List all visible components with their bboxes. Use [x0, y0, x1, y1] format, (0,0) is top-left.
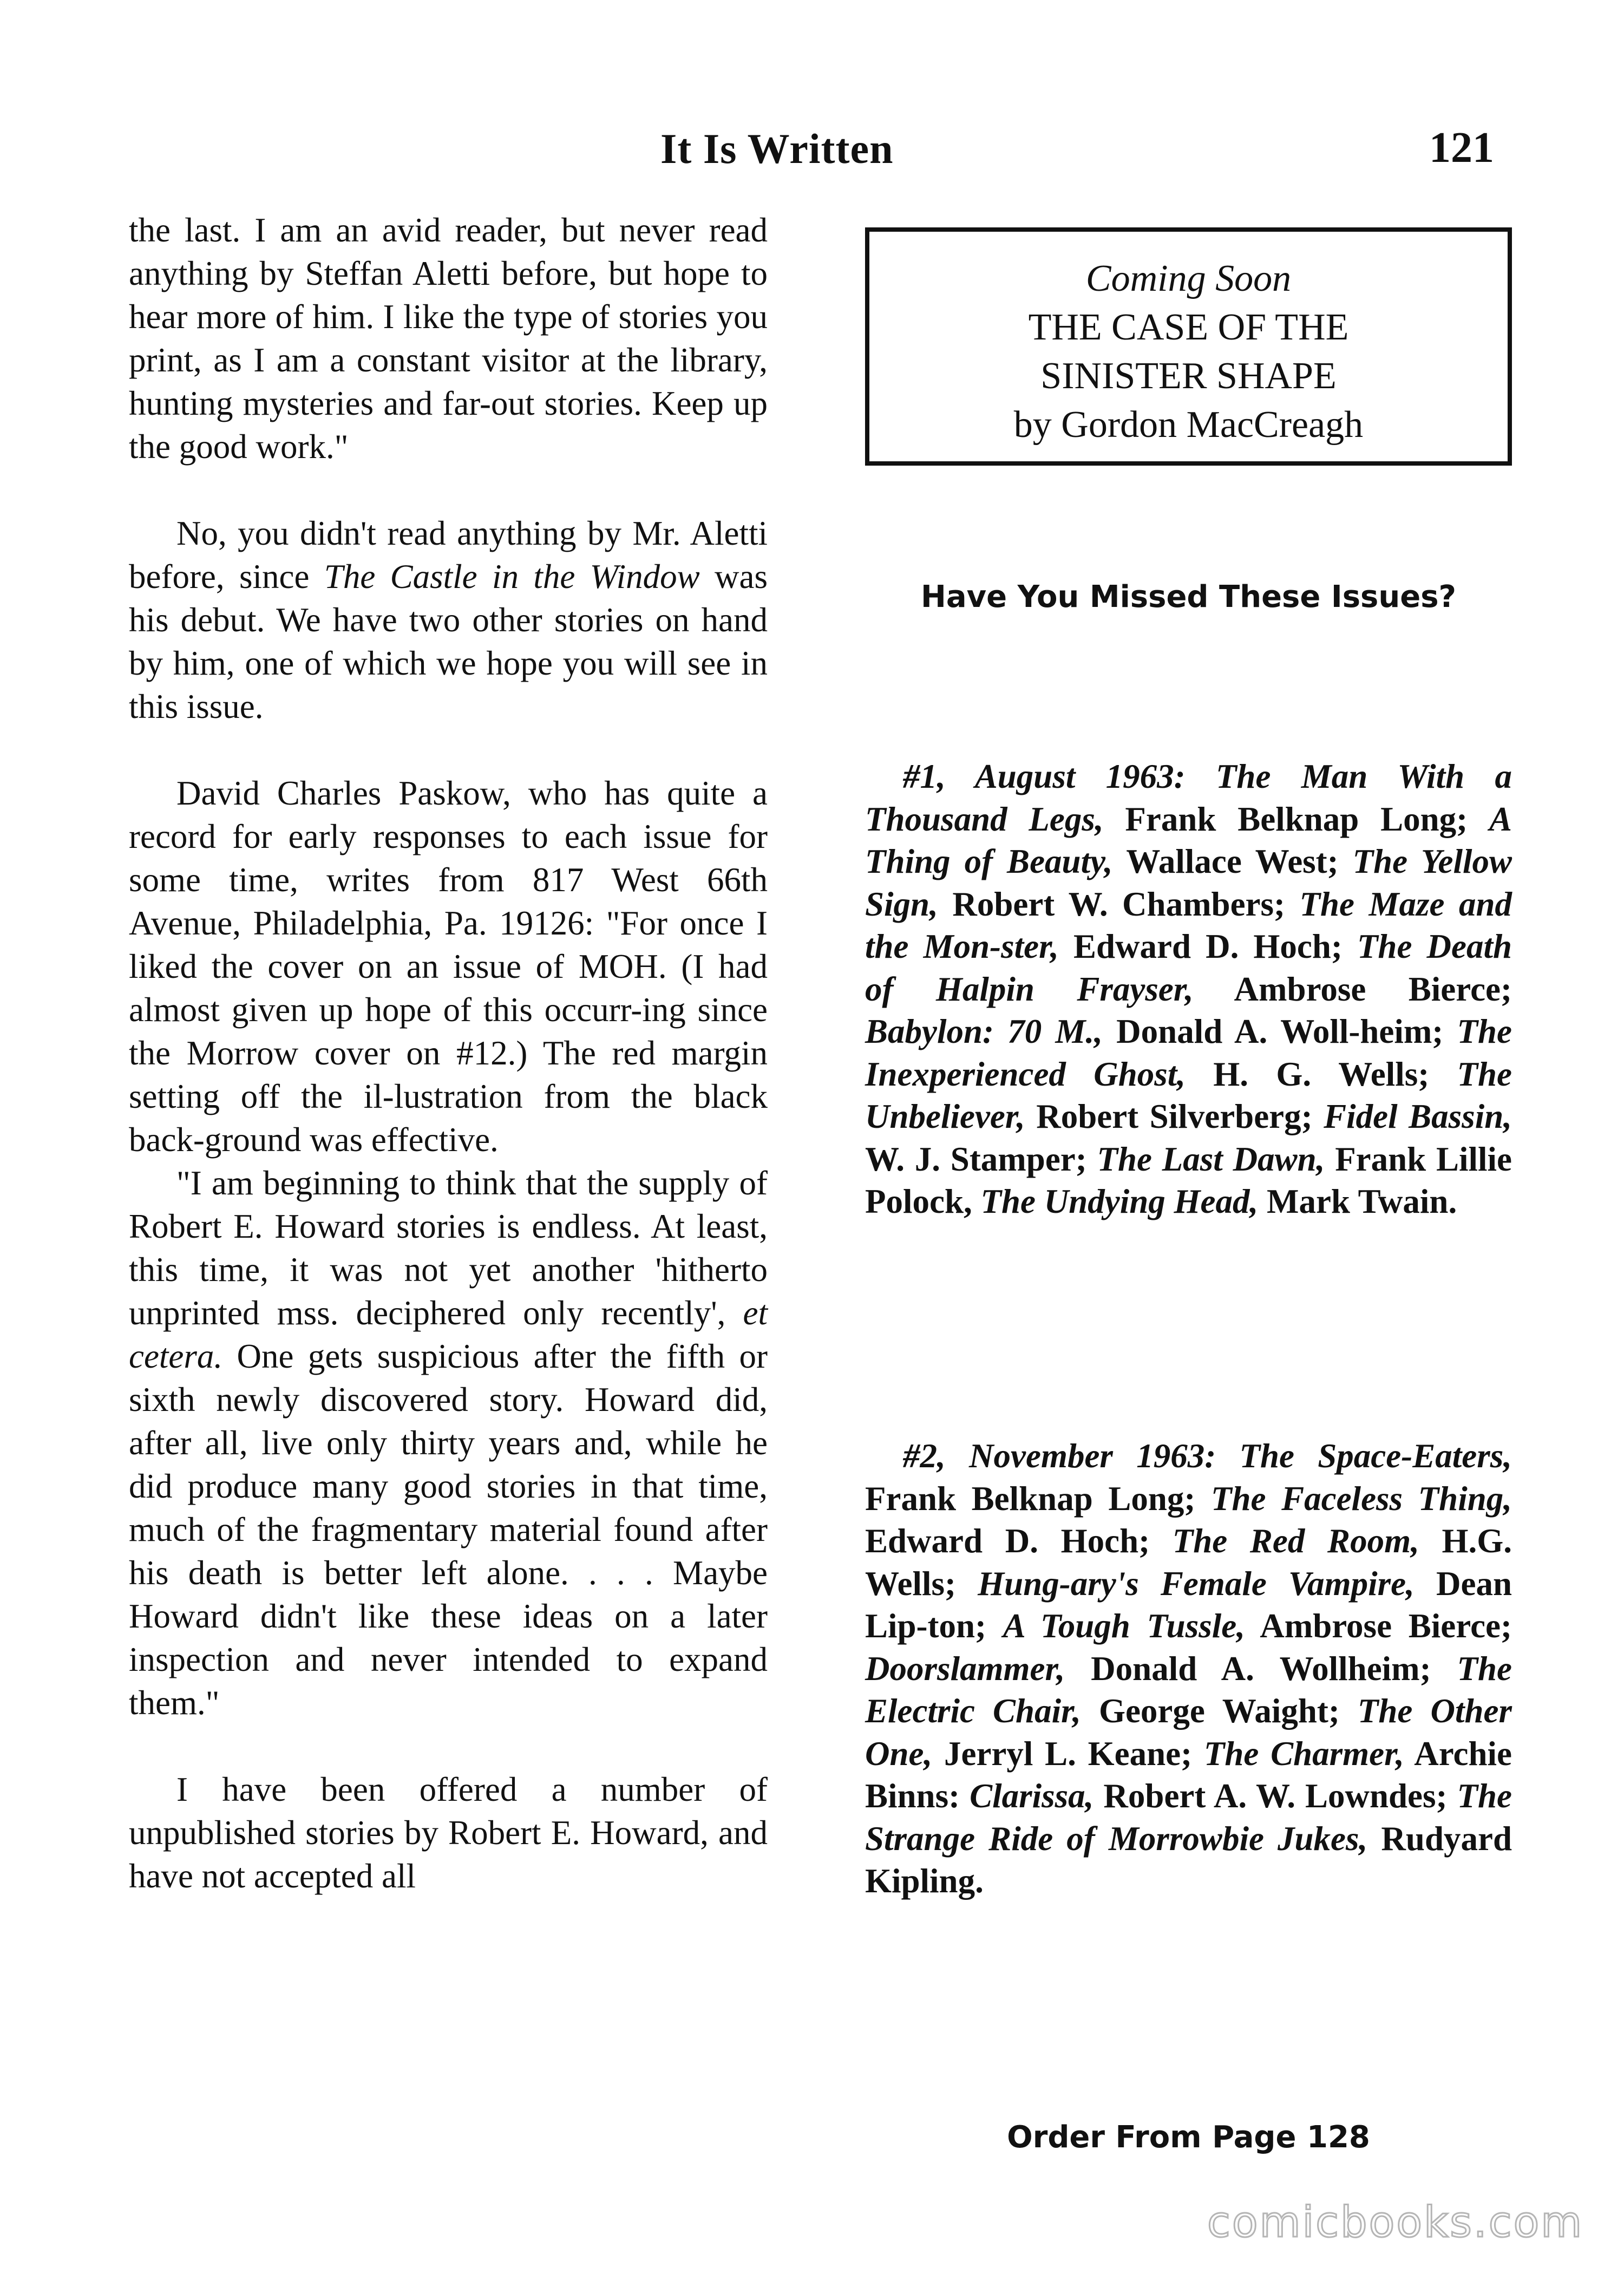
author-name: Robert Silverberg;: [1025, 1097, 1324, 1135]
author-name: Robert A. W. Lowndes;: [1093, 1777, 1457, 1815]
author-name: W. J. Stamper;: [865, 1140, 1097, 1178]
watermark: comicbooks.com: [1207, 2198, 1584, 2247]
author-name: Wallace West;: [1112, 842, 1353, 880]
author-name: Edward D. Hoch;: [1058, 927, 1357, 965]
author-name: Edward D. Hoch;: [865, 1522, 1173, 1560]
author-name: Mark Twain.: [1258, 1182, 1457, 1220]
author-name: Frank Belknap Long;: [1103, 800, 1489, 838]
editor-reply-paragraph: [129, 512, 768, 728]
page-number: 121: [1429, 124, 1494, 172]
reply-text: was his debut. We have two other stories on hand by him, one of which we hope you will see in this issue.: [129, 558, 768, 726]
story-title: A Tough Tussle,: [1003, 1607, 1245, 1645]
order-from-page: Order From Page 128: [1007, 2120, 1370, 2155]
author-name: Donald A. Woll-heim;: [1102, 1012, 1457, 1050]
coming-soon-title-line: SINISTER SHAPE: [1040, 355, 1337, 397]
story-title: The Red Room,: [1172, 1522, 1419, 1560]
issue-1-listing: [865, 755, 1512, 1223]
story-title: The Electric Chair,: [865, 1649, 1512, 1730]
letters-column: [129, 208, 768, 1898]
story-title: The Undying Head,: [980, 1182, 1259, 1220]
story-title: Fidel Bassin,: [1324, 1097, 1512, 1135]
story-title: The Unbeliever,: [865, 1055, 1512, 1135]
author-name: Frank Lillie Polock,: [865, 1140, 1512, 1220]
story-title: A Thing of Beauty,: [865, 800, 1512, 880]
author-name: H.G. Wells;: [865, 1522, 1512, 1603]
story-title: Doorslammer,: [865, 1649, 1065, 1688]
author-name: Dean Lip-ton;: [865, 1564, 1512, 1645]
author-name: Frank Belknap Long;: [865, 1479, 1212, 1518]
story-title: Babylon: 70 M.,: [865, 1012, 1103, 1050]
story-title: Hung-ary's Female Vampire,: [978, 1564, 1415, 1603]
story-title: The Maze and the Mon-ster,: [865, 885, 1512, 965]
editor-reply-paragraph: I have been offered a number of unpublished stories by Robert E. Howard, and have not accepted all: [129, 1770, 768, 1895]
story-title: The Faceless Thing,: [1211, 1479, 1512, 1518]
author-name: Donald A. Wollheim;: [1065, 1649, 1457, 1688]
author-name: Robert W. Chambers;: [938, 885, 1300, 923]
author-name: Archie Binns:: [865, 1734, 1512, 1815]
coming-soon-title-line: THE CASE OF THE: [1028, 306, 1349, 348]
story-title: The Inexperienced Ghost,: [865, 1012, 1512, 1093]
story-title: #2, November 1963: The Space-Eaters,: [903, 1437, 1512, 1475]
story-title: The Castle in the Window: [324, 558, 700, 596]
author-name: Rudyard Kipling.: [865, 1819, 1512, 1900]
story-title: The Other One,: [865, 1692, 1512, 1773]
letter-paragraph: David Charles Paskow, who has quite a record for early responses to each issue for some time, writes from 817 West 66th Avenue, Philadelphia, Pa. 19126: "For once I liked the cover on an issue of MOH. (I had almost given up hope of this occurr-ing since the Morrow cover on #12.) The red margin setting off the il-lustration from the black back-ground was effective.: [129, 774, 768, 1159]
author-name: H. G. Wells;: [1186, 1055, 1457, 1093]
letter-text: "I am beginning to think that the supply of Robert E. Howard stories is endless. At least, this time, it was not yet another 'hitherto unprinted mss. deciphered only recently',: [129, 1164, 768, 1332]
letter-text: One gets suspicious after the fifth or sixth newly discovered story. Howard did, after all, live only thirty years and, while he did produce many good stories in that time, much of the fragmentary material found after his death is better left alone. . . . Maybe Howard didn't like these ideas on a later inspection and never intended to expand them.": [129, 1337, 768, 1722]
running-header-title: It Is Written: [660, 125, 894, 172]
reply-text: No, you didn't read anything by Mr. Aletti before, since: [129, 514, 768, 596]
author-name: George Waight;: [1081, 1692, 1358, 1730]
story-title: The Death of Halpin Frayser,: [865, 927, 1512, 1008]
story-title: Clarissa,: [970, 1777, 1094, 1815]
issue-2-listing: [865, 1435, 1512, 1903]
coming-soon-box: [865, 227, 1512, 466]
missed-issues-heading: Have You Missed These Issues?: [920, 579, 1457, 615]
story-title: The Yellow Sign,: [865, 842, 1512, 923]
story-title: #1, August 1963: The Man With a Thousand Legs,: [865, 757, 1512, 838]
story-title: The Last Dawn,: [1097, 1140, 1325, 1178]
author-name: Jerryl L. Keane;: [932, 1734, 1204, 1773]
story-title: The Charmer,: [1203, 1734, 1404, 1773]
story-title: The Strange Ride of Morrowbie Jukes,: [865, 1777, 1512, 1858]
coming-soon-byline: by Gordon MacCreagh: [1013, 404, 1364, 446]
letter-paragraph: the last. I am an avid reader, but never read anything by Steffan Aletti before, but hope to hear more of him. I like the type of stories you print, as I am a constant visitor at the library, hunting mysteries and far-out stories. Keep up the good work.": [129, 211, 768, 466]
coming-soon-label: Coming Soon: [1085, 258, 1292, 299]
author-name: Ambrose Bierce;: [1245, 1607, 1512, 1645]
author-name: Ambrose Bierce;: [1193, 970, 1512, 1008]
et-cetera: et cetera.: [129, 1294, 768, 1375]
letter-paragraph: [129, 1161, 768, 1724]
